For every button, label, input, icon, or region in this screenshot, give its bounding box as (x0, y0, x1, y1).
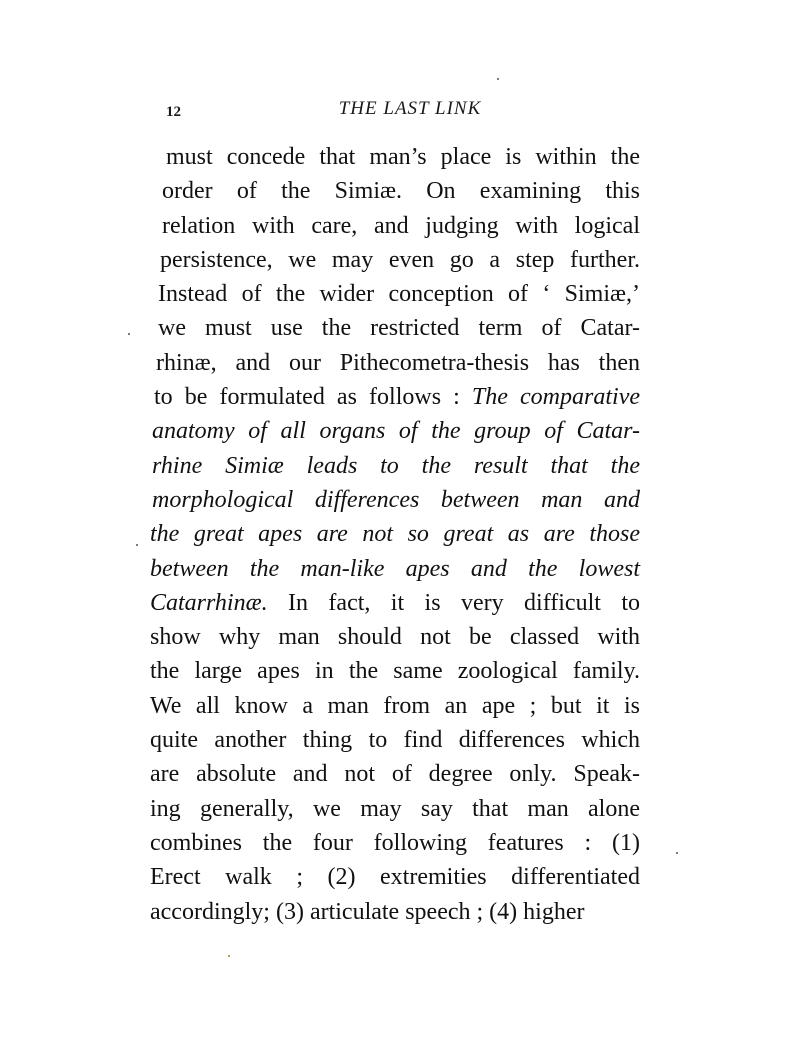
text-line (150, 414, 640, 448)
print-speck (228, 955, 230, 957)
print-speck (136, 544, 138, 546)
text-segment: quite another thing to find differences which (150, 727, 640, 754)
text-segment: We all know a man from an ape ; but it is (150, 692, 640, 719)
text-line (150, 174, 640, 208)
text-line (150, 826, 640, 860)
text-segment: we must use the restricted term of Catar- (158, 315, 640, 342)
text-line (150, 346, 640, 380)
text-segment: persistence, we may even go a step further. (160, 246, 640, 273)
text-segment: Instead of the wider conception of ‘ Simiæ,’ (158, 281, 640, 308)
print-speck (497, 78, 499, 80)
italic-text: Catarrhinæ. (150, 589, 268, 616)
text-line (150, 586, 640, 620)
text-segment: ing generally, we may say that man alone (150, 795, 640, 822)
text-line (150, 620, 640, 654)
text-line (150, 689, 640, 723)
page-number: 12 (166, 104, 181, 120)
text-segment: show why man should not be classed with (150, 624, 640, 651)
print-speck (676, 852, 678, 854)
text-segment: In fact, it is very difficult to (267, 589, 640, 616)
text-line (150, 243, 640, 277)
text-line (150, 860, 640, 894)
italic-text: between the man-like apes and the lowest (150, 555, 640, 582)
text-segment: must concede that man’s place is within the (166, 144, 640, 170)
text-segment: relation with care, and judging with logical (162, 212, 640, 239)
running-head: THE LAST LINK (338, 98, 482, 119)
text-line (150, 311, 640, 345)
text-line (150, 449, 640, 483)
text-line (150, 209, 640, 243)
text-segment: the large apes in the same zoological family. (150, 658, 640, 685)
text-line (150, 552, 640, 586)
print-speck (128, 333, 130, 335)
italic-text: morphological differences between man and (152, 486, 640, 513)
page-header (0, 98, 800, 128)
text-line (150, 277, 640, 311)
text-line (150, 792, 640, 826)
italic-text: the great apes are not so great as are those (150, 521, 640, 548)
text-line (150, 517, 640, 551)
text-line (150, 483, 640, 517)
text-line (150, 140, 640, 174)
text-segment: are absolute and not of degree only. Speak- (150, 761, 640, 788)
text-segment: to be formulated as follows : (154, 384, 472, 411)
italic-text: The comparative (471, 384, 640, 411)
text-segment: combines the four following features : (1) (150, 829, 640, 856)
text-line (150, 723, 640, 757)
text-segment: accordingly; (3) articulate speech ; (4) higher (150, 898, 585, 925)
text-line (150, 380, 640, 414)
text-line (150, 895, 640, 929)
text-line (150, 654, 640, 688)
body-text (150, 140, 640, 929)
text-segment: order of the Simiæ. On examining this (162, 178, 640, 205)
text-segment: Erect walk ; (2) extremities differentiated (150, 864, 640, 891)
italic-text: anatomy of all organs of the group of Catar- (152, 418, 640, 445)
text-line (150, 757, 640, 791)
text-segment: rhinæ, and our Pithecometra-thesis has then (156, 349, 640, 376)
italic-text: rhine Simiæ leads to the result that the (152, 452, 640, 479)
